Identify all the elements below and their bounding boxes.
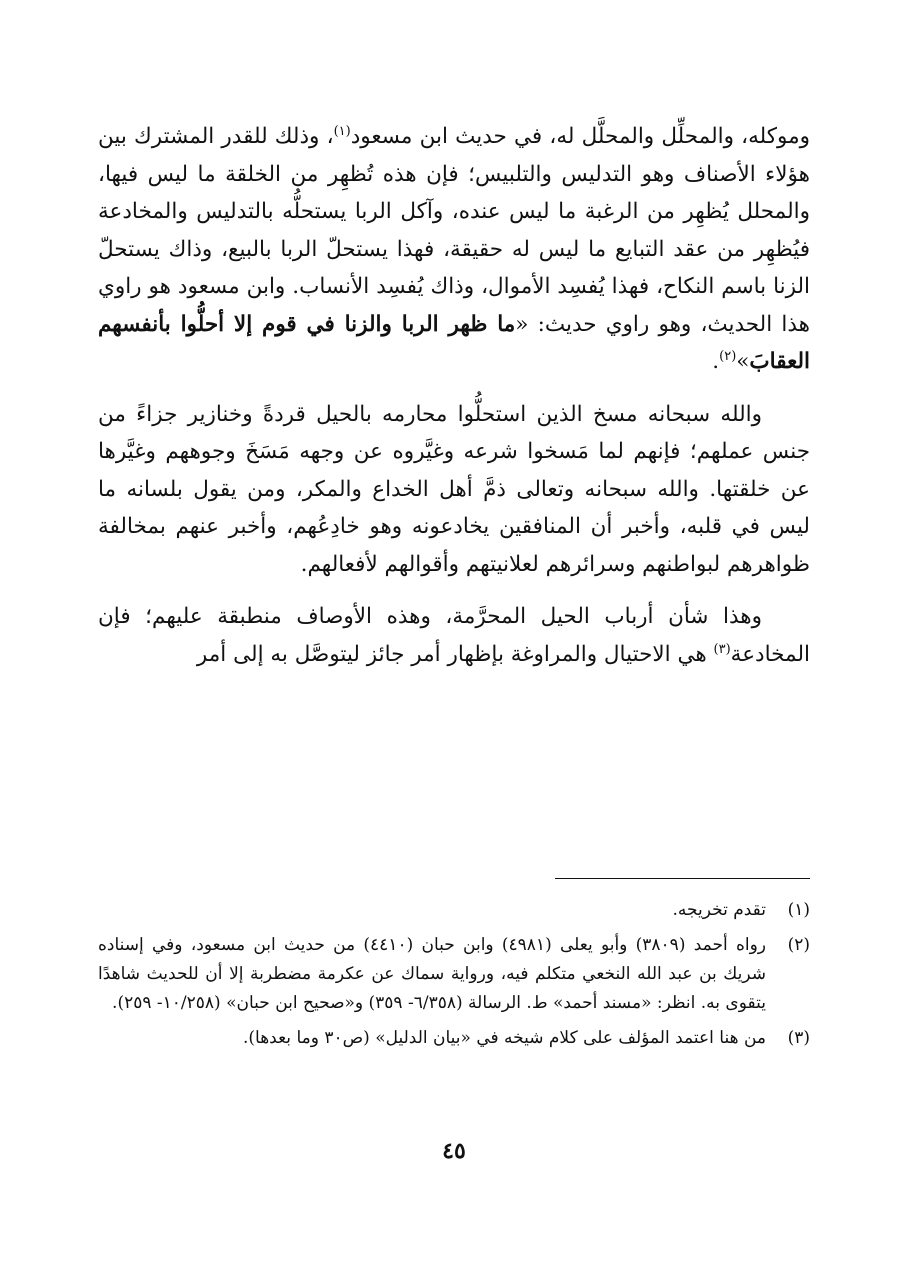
paragraph-3-text-a: وهذا شأن أرباب الحيل المحرَّمة، وهذه الأوصاف منطبقة عليهم؛ فإن المخادعة: [98, 604, 810, 667]
footnote-2-number: (٢): [787, 935, 810, 955]
footnote-2-text: رواه أحمد (٣٨٠٩) وأبو يعلى (٤٩٨١) وابن حبان (٤٤١٠) من حديث ابن مسعود، وفي إسناده شريك بن عبد الله النخعي متكلم فيه، ورواية سماك عن عكرمة مضطربة إلا أن للحديث شاهدًا يتقوى به. انظر: «مسند أحمد» ط. الرسالة (٦/٣٥٨- ٣٥٩) و«صحيح ابن حبان» (١٠/٢٥٨- ٢٥٩).: [98, 935, 766, 1013]
paragraph-1: [98, 118, 810, 381]
footnote-divider: [555, 878, 810, 879]
footnote-1-text: تقدم تخريجه.: [672, 900, 766, 920]
footnote-ref-1[interactable]: (١): [333, 123, 351, 139]
paragraph-3: [98, 598, 810, 673]
footnote-ref-2[interactable]: (٢): [719, 348, 737, 364]
paragraph-3-text-b: هي الاحتيال والمراوغة بإظهار أمر جائز ليتوصَّل به إلى أمر: [196, 641, 714, 667]
hadith-close-quote: »: [736, 349, 750, 374]
footnote-1: [98, 896, 810, 925]
footnote-ref-3[interactable]: (٣): [713, 641, 731, 657]
paragraph-1-text-b: ، وذلك للقدر المشترك بين هؤلاء الأصناف وهو التدليس والتلبيس؛ فإن هذه تُظهِر من الخلقة ما ليس فيها، والمحلل يُظهِر من الرغبة ما ليس عنده، وآكل الربا يستحلُّه بالتدليس والمخادعة فيُظهِر من عقد التبايع ما ليس له حقيقة، فهذا يستحلّ الربا بالبيع، وذاك يستحلّ الزنا باسم النكاح، فهذا يُفسِد الأموال، وذاك يُفسِد الأنساب. وابن مسعود هو راوي هذا الحديث، وهو راوي حديث: «: [98, 124, 810, 337]
footnotes: [98, 896, 810, 1059]
page-number: ٤٥: [442, 1138, 466, 1164]
footnote-3-number: (٣): [787, 1028, 810, 1048]
footnote-1-number: (١): [787, 900, 810, 920]
main-text: [98, 118, 810, 673]
paragraph-1-text-a: وموكله، والمحلِّل والمحلَّل له، في حديث ابن مسعود: [350, 124, 810, 149]
hadith-quote: ما ظهر الربا والزنا في قوم إلا أحلُّوا بأنفسهم العقابَ: [98, 311, 810, 374]
book-page: [98, 118, 810, 1198]
footnote-3-text: من هنا اعتمد المؤلف على كلام شيخه في «بيان الدليل» (ص٣٠ وما بعدها).: [243, 1028, 766, 1048]
footnote-2: [98, 931, 810, 1018]
footnote-3: [98, 1024, 810, 1053]
paragraph-2: والله سبحانه مسخ الذين استحلُّوا محارمه بالحيل قردةً وخنازير جزاءً من جنس عملهم؛ فإنهم لما مَسخوا شرعه وغيَّروه عن وجهه مَسَخَ وجوههم وغيَّرها عن خلقتها. والله سبحانه وتعالى ذمَّ أهل الخداع والمكر، ومن يقول بلسانه ما ليس في قلبه، وأخبر أن المنافقين يخادعونه وهو خادِعُهم، وأخبر عنهم بمخالفة ظواهرهم لبواطنهم وسرائرهم لعلانيتهم وأقوالهم لأفعالهم.: [98, 401, 810, 577]
paragraph-1-end: .: [712, 349, 720, 374]
